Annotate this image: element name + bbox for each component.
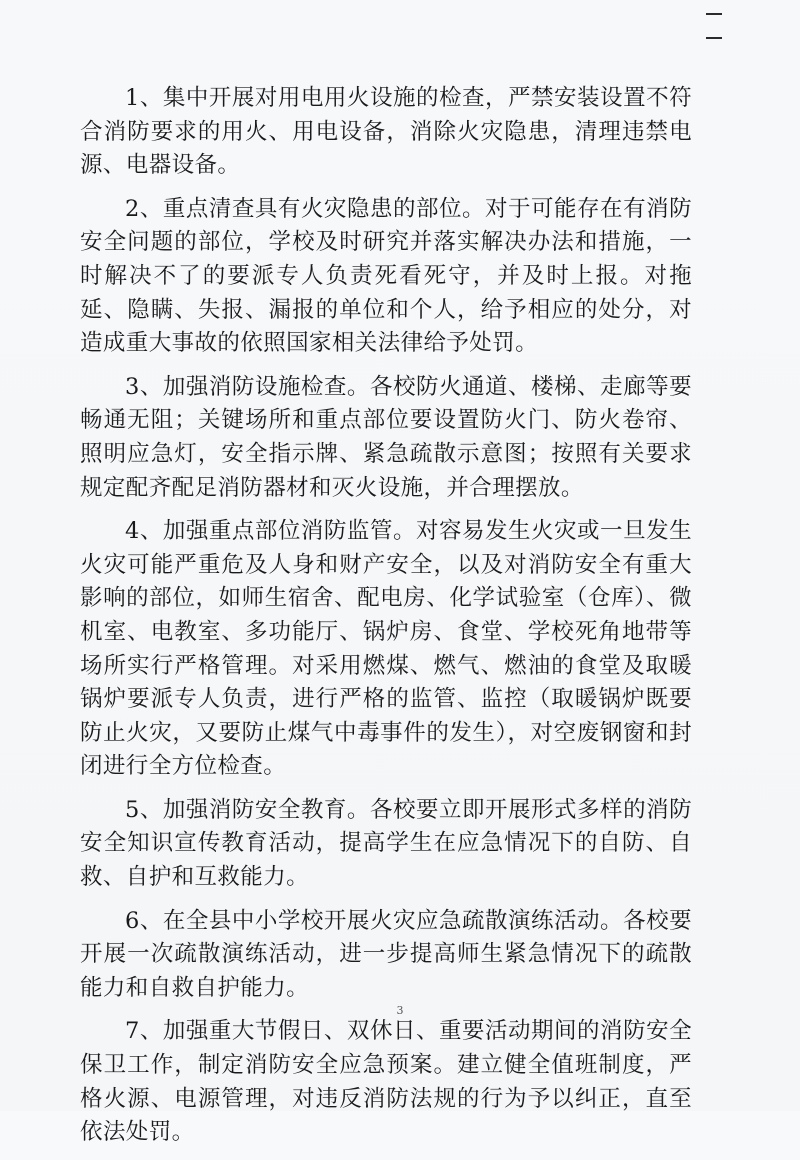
scan-mark-top: [706, 13, 722, 15]
document-body: [80, 82, 692, 1160]
paragraph-3: 3、加强消防设施检查。各校防火通道、楼梯、走廊等要畅通无阻；关键场所和重点部位要设置防火门、防火卷帘、照明应急灯，安全指示牌、紧急疏散示意图；按照有关要求规定配齐配足消防器材和灭火设施，并合理摆放。: [80, 373, 692, 501]
paragraph-5: 5、加强消防安全教育。各校要立即开展形式多样的消防安全知识宣传教育活动，提高学生在应急情况下的自防、自救、自护和互救能力。: [80, 796, 692, 891]
page-number: 3: [396, 1004, 404, 1017]
paragraph-7: 7、加强重大节假日、双休日、重要活动期间的消防安全保卫工作，制定消防安全应急预案。建立健全值班制度，严格火源、电源管理，对违反消防法规的行为予以纠正，直至依法处罚。: [80, 1018, 692, 1146]
paragraph-6: 6、在全县中小学校开展火灾应急疏散演练活动。各校要开展一次疏散演练活动，进一步提高师生紧急情况下的疏散能力和自救自护能力。: [80, 907, 692, 1001]
scan-mark-bottom: [706, 37, 722, 39]
paragraph-2: 2、重点清查具有火灾隐患的部位。对于可能存在有消防安全问题的部位，学校及时研究并落实解决办法和措施，一时解决不了的要派专人负责死看死守，并及时上报。对拖延、隐瞒、失报、漏报的单位和个人，给予相应的处分，对造成重大事故的依照国家相关法律给予处罚。: [80, 195, 692, 357]
paragraph-1: 1、集中开展对用电用火设施的检查，严禁安装设置不符合消防要求的用火、用电设备，消除火灾隐患，清理违禁电源、电器设备。: [80, 85, 692, 179]
paragraph-4: 4、加强重点部位消防监管。对容易发生火灾或一旦发生火灾可能严重危及人身和财产安全，以及对消防安全有重大影响的部位，如师生宿舍、配电房、化学试验室（仓库）、微机室、电教室、多功能厅、锅炉房、食堂、学校死角地带等场所实行严格管理。对采用燃煤、燃气、燃油的食堂及取暖锅炉要派专人负责，进行严格的监管、监控（取暖锅炉既要防止火灾，又要防止煤气中毒事件的发生），对空废钢窗和封闭进行全方位检查。: [80, 518, 692, 780]
